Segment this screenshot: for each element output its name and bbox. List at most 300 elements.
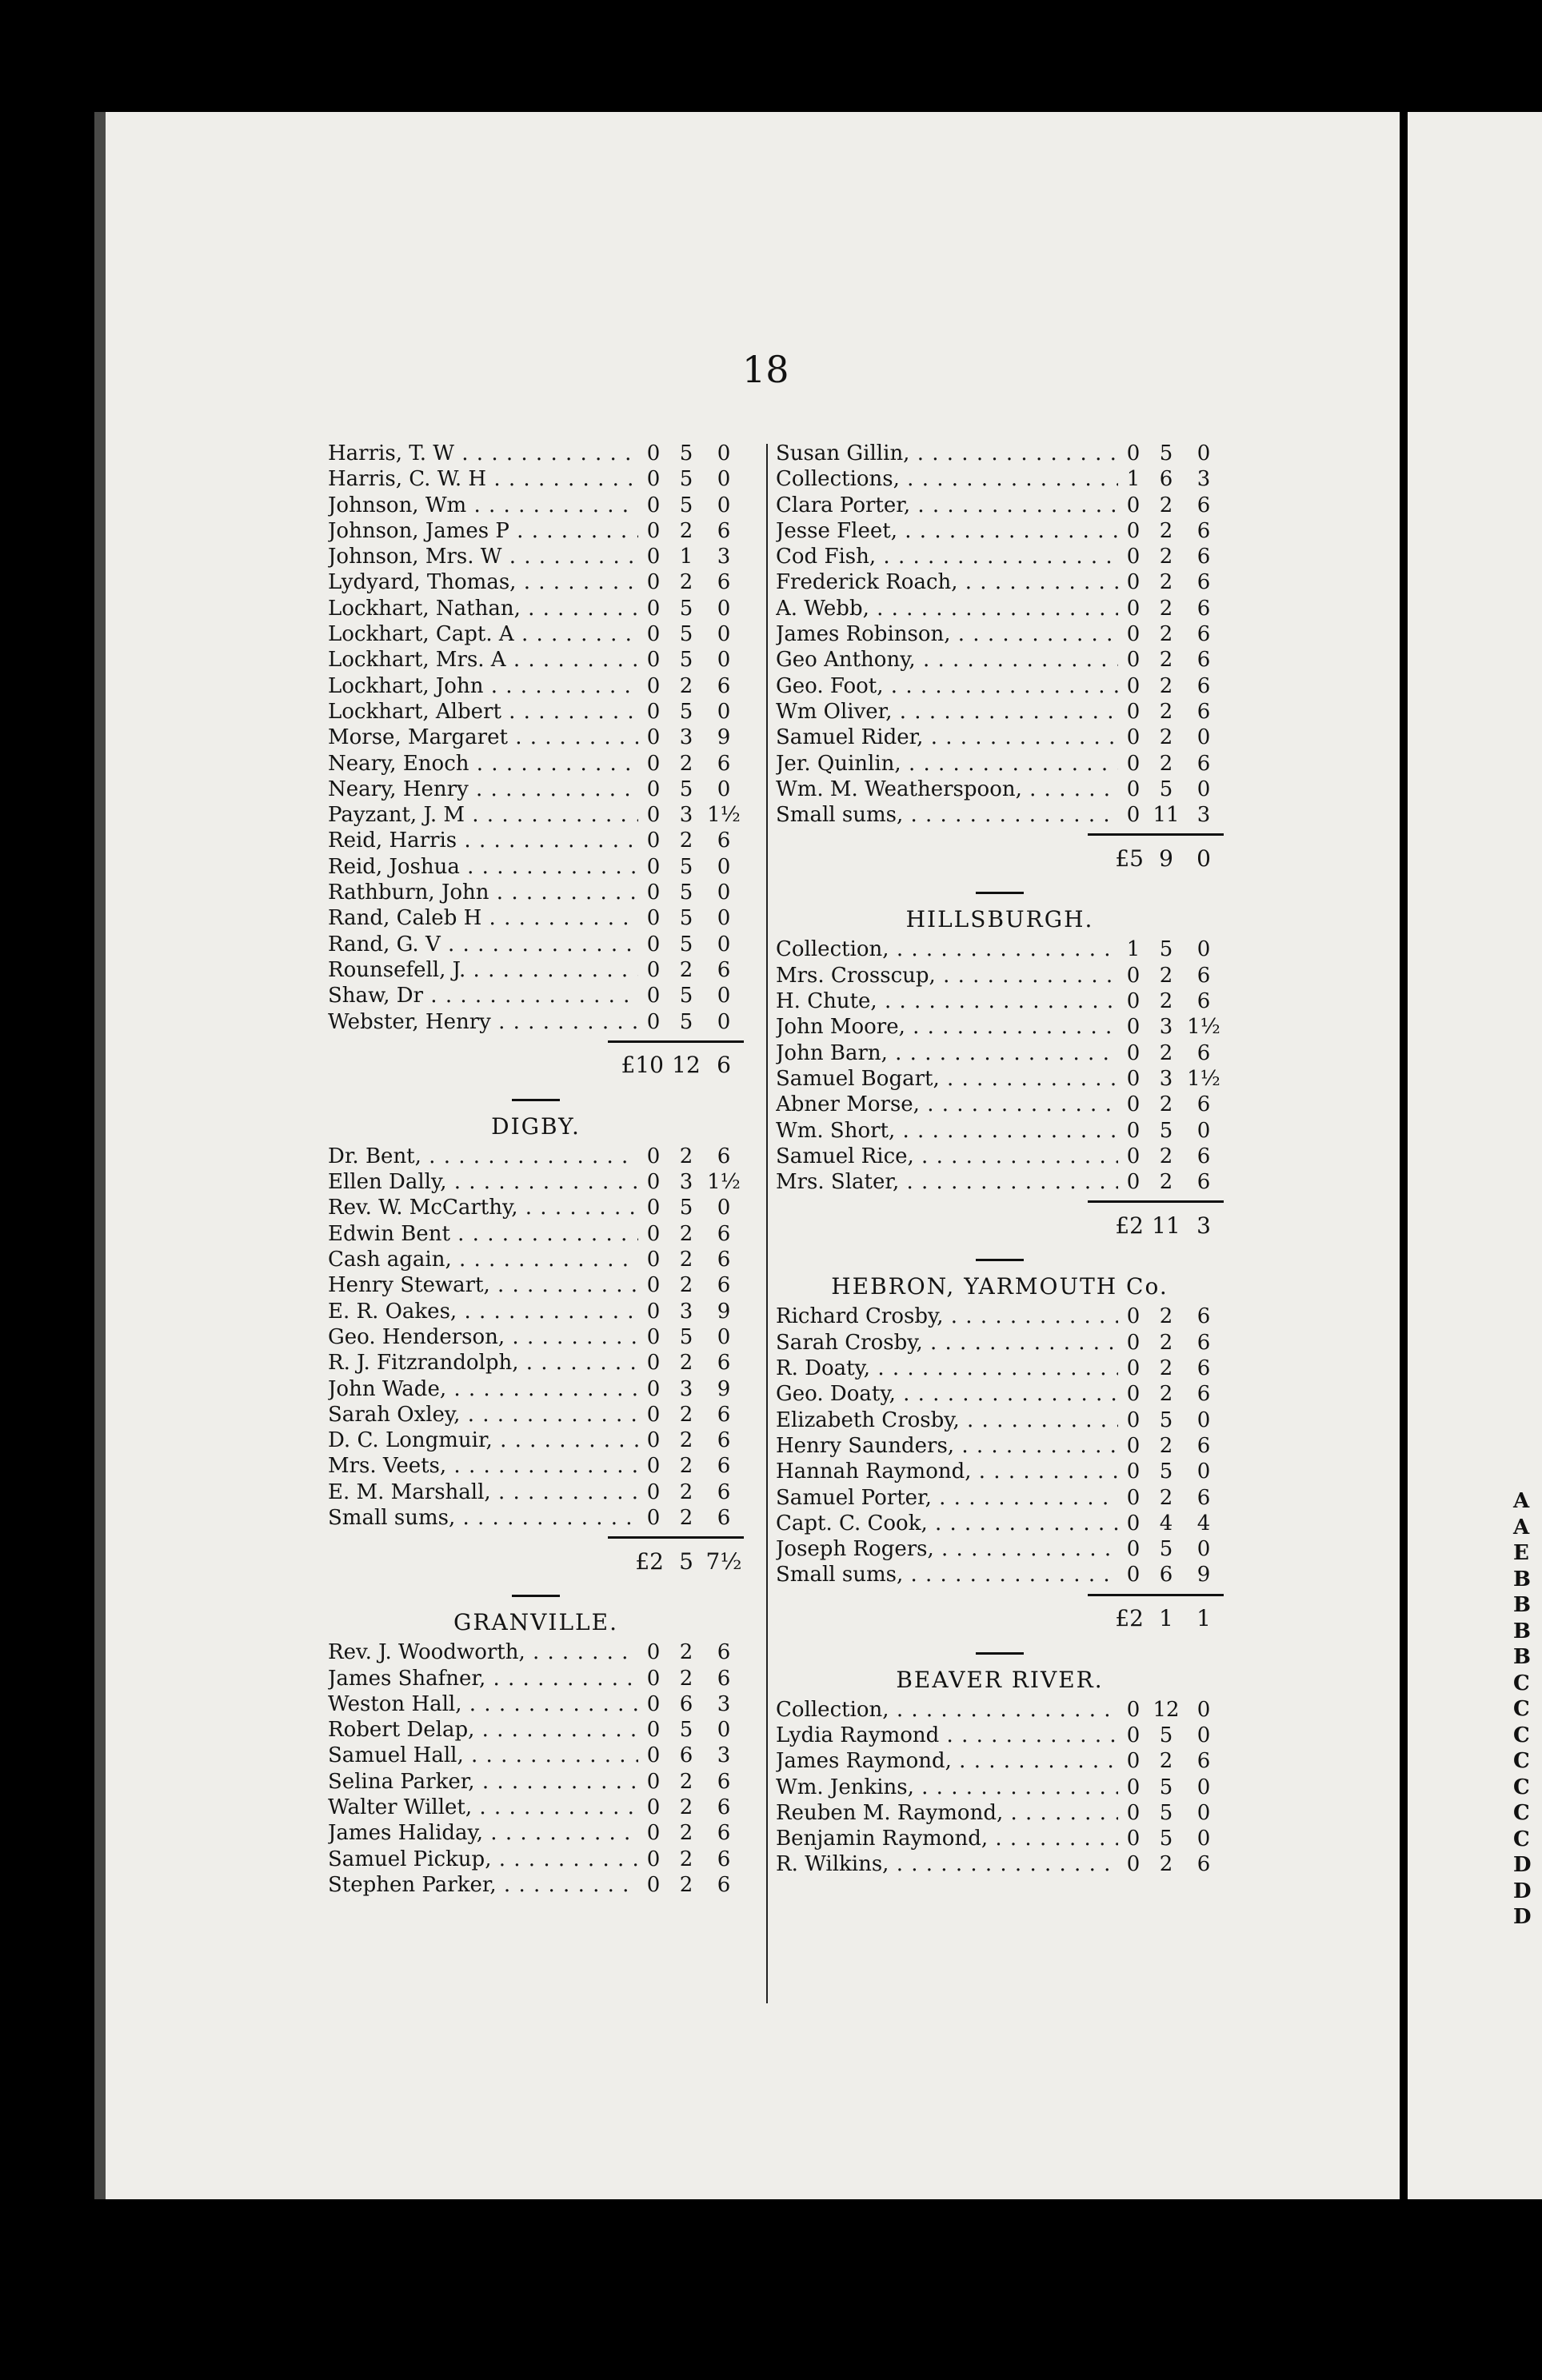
amount-pounds: 0 [646,1351,661,1376]
ledger-entry [328,1196,744,1221]
amount-shillings: 5 [1159,441,1173,465]
amount-shillings: 5 [1159,1723,1173,1747]
section-total [328,1046,744,1084]
subscriber-name: Weston Hall, . . . [328,1692,638,1716]
amount-pounds: 0 [646,1691,661,1716]
amount-shillings: 2 [1159,1304,1173,1329]
amount-shillings: 2 [1159,989,1173,1014]
amount-pence: 0 [1196,1827,1211,1851]
amount-pounds: 0 [1126,1749,1141,1774]
ledger-entry [328,881,744,906]
amount-pounds: 0 [646,622,661,647]
ledger-entry [776,1537,1224,1563]
subscriber-name: Samuel Hall, . . . [328,1743,638,1767]
amount-pence: 6 [717,1221,731,1246]
total-pence: 3 [1196,1212,1211,1239]
amount-pounds: 0 [1126,1511,1141,1535]
right-column [776,441,1224,1879]
amount-pence: 0 [717,984,731,1008]
strip-letter: E [1513,1541,1529,1565]
ledger-entry [328,467,744,493]
subscriber-name: Samuel Rider, . . . [776,725,1118,749]
amount-shillings: 2 [1159,545,1173,569]
ledger-entry [776,1775,1224,1801]
strip-letter: C [1513,1749,1530,1773]
amount-pence: 6 [717,1505,731,1530]
ledger-entry [776,622,1224,648]
ledger-entry [328,1010,744,1036]
amount-shillings: 2 [679,1273,693,1298]
amount-pounds: 0 [1126,1800,1141,1825]
amount-pence: 6 [1196,1330,1211,1355]
amount-shillings: 2 [1159,1382,1173,1407]
amount-shillings: 5 [1159,777,1173,801]
total-rule [608,1536,744,1539]
subscriber-name: Samuel Porter, . . . [776,1486,1118,1510]
amount-shillings: 2 [1159,673,1173,698]
amount-pounds: 0 [646,596,661,621]
amount-shillings: 2 [1159,1170,1173,1195]
amount-pounds: 0 [646,467,661,492]
amount-shillings: 6 [679,1691,693,1716]
amount-pounds: 0 [1126,1775,1141,1799]
section-total [776,1599,1224,1638]
amount-shillings: 6 [679,1743,693,1768]
amount-pounds: 0 [1126,1563,1141,1587]
amount-shillings: 2 [1159,751,1173,776]
amount-pence: 0 [717,699,731,724]
amount-pounds: 0 [646,1821,661,1846]
strip-letter: D [1513,1879,1532,1903]
amount-shillings: 2 [679,570,693,595]
amount-pounds: 0 [646,932,661,956]
amount-pence: 0 [1196,1697,1211,1722]
ledger-entry [328,1428,744,1454]
amount-pence: 0 [1196,1800,1211,1825]
subscriber-name: A. Webb, . . . [776,597,1118,621]
total-pence: 0 [1196,845,1211,872]
ledger-entry [328,1325,744,1351]
section-total [776,1206,1224,1244]
ledger-entry [328,1351,744,1376]
subscriber-name: Reid, Harris . . . [328,829,638,853]
amount-pounds: 0 [1126,1066,1141,1091]
subscriber-name: Jesse Fleet, . . . [776,519,1118,543]
ledger-entry [328,648,744,673]
ledger-entry [776,1827,1224,1852]
amount-pounds: 0 [1126,1170,1141,1195]
subscriber-name: Henry Stewart, . . . [328,1273,638,1297]
amount-shillings: 5 [679,493,693,517]
subscriber-name: D. C. Longmuir, . . . [328,1428,638,1452]
subscriber-name: James Shafner, . . . [328,1667,638,1691]
amount-pounds: 0 [646,1196,661,1220]
amount-pence: 4 [1196,1511,1211,1535]
amount-pounds: 0 [646,1847,661,1871]
ledger-entry [776,1331,1224,1356]
strip-letter: B [1513,1593,1531,1617]
amount-shillings: 2 [1159,725,1173,750]
amount-shillings: 5 [679,1718,693,1743]
ledger-entry [776,648,1224,673]
subscriber-name: Payzant, J. M . . . [328,803,638,827]
amount-pence: 6 [1196,1852,1211,1877]
ledger-entry [328,906,744,932]
amount-pence: 6 [717,1821,731,1846]
amount-shillings: 3 [679,1170,693,1195]
amount-pence: 6 [1196,1749,1211,1774]
amount-shillings: 4 [1159,1511,1173,1535]
amount-shillings: 2 [1159,1852,1173,1877]
ledger-entry [776,1723,1224,1749]
amount-pounds: 0 [1126,648,1141,673]
amount-pence: 0 [717,854,731,879]
amount-shillings: 3 [1159,1066,1173,1091]
subscriber-name: Dr. Bent, . . . [328,1144,638,1168]
amount-pence: 6 [717,1248,731,1272]
amount-pounds: 0 [646,829,661,853]
amount-shillings: 3 [679,1376,693,1401]
subscriber-name: Shaw, Dr . . . [328,984,638,1008]
subscriber-name: Edwin Bent . . . [328,1222,638,1246]
amount-pence: 9 [717,725,731,750]
ledger-entry [776,1304,1224,1330]
amount-shillings: 2 [1159,1040,1173,1065]
subscriber-name: Johnson, Wm . . . [328,493,638,517]
ledger-entry [776,1749,1224,1775]
amount-pence: 0 [717,441,731,465]
amount-pounds: 0 [646,1248,661,1272]
amount-shillings: 2 [1159,570,1173,595]
amount-pounds: 0 [1126,1040,1141,1065]
ledger-entry [328,1667,744,1692]
amount-pounds: 0 [646,1009,661,1034]
amount-pence: 6 [717,1640,731,1665]
ledger-entry [776,1356,1224,1382]
amount-shillings: 5 [679,622,693,647]
subscriber-name: Wm. M. Weatherspoon, . . . [776,777,1118,801]
strip-letter: B [1513,1645,1531,1669]
amount-pounds: 0 [646,1640,661,1665]
amount-shillings: 2 [679,1847,693,1871]
amount-shillings: 5 [679,441,693,465]
amount-shillings: 2 [679,518,693,543]
total-shillings: 11 [1152,1212,1180,1239]
ledger-entry [776,674,1224,700]
subscriber-name: Capt. C. Cook, . . . [776,1511,1118,1535]
amount-pence: 0 [1196,1118,1211,1143]
amount-pounds: 0 [1126,803,1141,828]
strip-letter: C [1513,1697,1530,1721]
amount-shillings: 2 [679,1821,693,1846]
amount-pence: 6 [1196,699,1211,724]
total-rule [1088,833,1224,836]
amount-pounds: 0 [1126,1408,1141,1432]
amount-pence: 0 [717,932,731,956]
amount-shillings: 5 [1159,1460,1173,1484]
amount-pence: 6 [717,518,731,543]
amount-shillings: 3 [1159,1015,1173,1040]
ledger-entry [776,725,1224,751]
amount-shillings: 2 [679,1872,693,1897]
amount-pence: 6 [1196,989,1211,1014]
amount-shillings: 2 [1159,963,1173,988]
subscriber-name: Rounsefell, J. . . . [328,958,638,982]
amount-pence: 1½ [1187,1015,1220,1040]
amount-pence: 6 [717,751,731,776]
amount-pounds: 0 [646,1376,661,1401]
amount-shillings: 2 [1159,699,1173,724]
amount-shillings: 2 [1159,622,1173,647]
amount-shillings: 5 [679,1324,693,1349]
amount-shillings: 2 [1159,648,1173,673]
ledger-entry [328,622,744,648]
subscriber-name: Abner Morse, . . . [776,1092,1118,1116]
total-shillings: 1 [1159,1605,1173,1632]
ledger-entry [776,1852,1224,1878]
amount-pence: 6 [1196,1304,1211,1329]
ledger-entry [776,1382,1224,1408]
amount-pence: 6 [717,1872,731,1897]
amount-shillings: 5 [679,1196,693,1220]
subscriber-name: Collections, . . . [776,467,1118,491]
amount-shillings: 2 [679,1505,693,1530]
subscriber-name: Frederick Roach, . . . [776,570,1118,594]
amount-pence: 0 [717,1324,731,1349]
amount-shillings: 2 [1159,1356,1173,1381]
amount-pounds: 0 [1126,1697,1141,1722]
ledger-entry [328,958,744,984]
amount-shillings: 2 [1159,1485,1173,1510]
ledger-entry [776,752,1224,777]
ledger-entry [776,570,1224,596]
amount-pounds: 0 [646,1769,661,1794]
amount-shillings: 2 [679,1221,693,1246]
amount-shillings: 3 [679,725,693,750]
amount-shillings: 5 [1159,1827,1173,1851]
subscriber-name: Morse, Margaret . . . [328,725,638,749]
ledger-entry [776,493,1224,519]
amount-pence: 6 [1196,1170,1211,1195]
amount-pounds: 0 [646,957,661,982]
amount-shillings: 2 [679,1428,693,1453]
subscriber-name: Wm. Short, . . . [776,1119,1118,1143]
amount-pence: 6 [1196,1485,1211,1510]
amount-pounds: 0 [1126,777,1141,801]
amount-shillings: 2 [679,1795,693,1820]
ledger-entry [776,803,1224,829]
amount-pence: 0 [1196,1537,1211,1562]
amount-pounds: 0 [646,570,661,595]
strip-letter: D [1513,1853,1532,1877]
ledger-entry [328,1770,744,1795]
amount-pence: 6 [717,673,731,698]
ledger-entry [776,597,1224,622]
amount-pence: 3 [1196,803,1211,828]
subscriber-name: Lydyard, Thomas, . . . [328,570,638,594]
strip-letter: A [1513,1489,1530,1513]
ledger-entry [776,1460,1224,1485]
subscriber-name: Robert Delap, . . . [328,1718,638,1742]
amount-shillings: 5 [679,699,693,724]
amount-pounds: 0 [646,1505,661,1530]
amount-pounds: 0 [1126,989,1141,1014]
ledger-entry [776,1092,1224,1118]
amount-pounds: 0 [646,441,661,465]
subscriber-name: Reuben M. Raymond, . . . [776,1801,1118,1825]
amount-pence: 0 [1196,1460,1211,1484]
subscriber-name: Sarah Crosby, . . . [776,1331,1118,1355]
subscriber-name: Small sums, . . . [328,1506,638,1530]
subscriber-name: Small sums, . . . [776,1563,1118,1587]
subscriber-name: Harris, T. W . . . [328,441,638,465]
amount-pence: 0 [1196,441,1211,465]
subscriber-name: Rand, G. V . . . [328,932,638,956]
amount-pounds: 0 [1126,1356,1141,1381]
amount-shillings: 5 [679,648,693,673]
amount-pence: 6 [1196,570,1211,595]
subscriber-name: Webster, Henry . . . [328,1010,638,1034]
subscriber-name: James Raymond, . . . [776,1749,1118,1773]
section-heading: DIGBY. [491,1112,581,1140]
amount-pounds: 0 [1126,1382,1141,1407]
total-pounds: £2 [1115,1212,1144,1239]
amount-pence: 6 [1196,545,1211,569]
section-heading: GRANVILLE. [453,1609,618,1636]
amount-pounds: 0 [1126,1144,1141,1168]
amount-shillings: 2 [679,829,693,853]
subscriber-name: R. Doaty, . . . [776,1356,1118,1380]
amount-pence: 6 [1196,1356,1211,1381]
ledger-entry [776,545,1224,570]
subscriber-name: Hannah Raymond, . . . [776,1460,1118,1484]
amount-pounds: 0 [1126,518,1141,543]
ledger-entry [776,1801,1224,1827]
ledger-entry [328,545,744,570]
amount-pence: 6 [1196,1382,1211,1407]
subscriber-name: Geo. Doaty, . . . [776,1382,1118,1406]
ledger-entry [776,1041,1224,1067]
amount-pence: 0 [717,648,731,673]
total-pence: 6 [717,1052,731,1079]
amount-pounds: 0 [1126,1723,1141,1747]
amount-pence: 3 [1196,467,1211,492]
amount-pounds: 0 [646,1273,661,1298]
amount-shillings: 5 [1159,1118,1173,1143]
amount-shillings: 2 [679,1480,693,1504]
amount-shillings: 3 [679,1299,693,1324]
ledger-entry [776,1563,1224,1588]
section-dash [512,1099,560,1101]
total-rule [1088,1594,1224,1596]
amount-shillings: 2 [1159,1092,1173,1117]
subscriber-name: Geo. Foot, . . . [776,674,1118,698]
subscriber-name: E. M. Marshall, . . . [328,1480,638,1504]
ledger-entry [328,1273,744,1299]
amount-pence: 0 [1196,725,1211,750]
amount-pence: 6 [717,957,731,982]
subscriber-name: Selina Parker, . . . [328,1770,638,1794]
amount-shillings: 1 [679,545,693,569]
subscriber-name: R. Wilkins, . . . [776,1852,1118,1876]
subscriber-name: Collection, . . . [776,937,1118,961]
ledger-entry [328,1170,744,1196]
amount-pounds: 0 [1126,1433,1141,1458]
subscriber-name: Small sums, . . . [776,803,1118,827]
amount-pence: 1½ [707,803,741,828]
amount-pence: 0 [1196,1775,1211,1799]
amount-pence: 6 [1196,1433,1211,1458]
subscriber-name: Lydia Raymond . . . [776,1723,1118,1747]
strip-letter: D [1513,1905,1532,1929]
ledger-entry [328,829,744,854]
amount-pence: 0 [717,1196,731,1220]
amount-shillings: 2 [679,673,693,698]
amount-pounds: 0 [646,699,661,724]
amount-pounds: 0 [1126,1118,1141,1143]
subscriber-name: Richard Crosby, . . . [776,1304,1118,1328]
ledger-entry [328,1248,744,1273]
amount-pounds: 0 [646,854,661,879]
subscriber-name: Reid, Joshua . . . [328,855,638,879]
section-heading: HEBRON, YARMOUTH Co. [831,1273,1168,1300]
ledger-entry [328,1300,744,1325]
amount-shillings: 2 [679,1640,693,1665]
subscriber-name: Samuel Bogart, . . . [776,1067,1118,1091]
amount-pence: 6 [1196,596,1211,621]
ledger-entry [328,700,744,725]
ledger-entry [776,1408,1224,1434]
subscriber-name: Wm Oliver, . . . [776,700,1118,724]
amount-shillings: 5 [679,984,693,1008]
subscriber-name: Geo Anthony, . . . [776,648,1118,672]
amount-pence: 6 [717,1847,731,1871]
subscriber-name: John Barn, . . . [776,1041,1118,1065]
subscriber-name: Johnson, James P . . . [328,519,638,543]
amount-pounds: 0 [1126,622,1141,647]
amount-pounds: 0 [1126,441,1141,465]
amount-pence: 0 [717,493,731,517]
amount-pence: 6 [1196,1092,1211,1117]
ledger-entry [328,519,744,545]
subscriber-name: Susan Gillin, . . . [776,441,1118,465]
amount-shillings: 5 [679,596,693,621]
ledger-entry [328,1640,744,1666]
amount-shillings: 2 [1159,493,1173,517]
amount-pounds: 0 [646,984,661,1008]
amount-shillings: 5 [1159,1537,1173,1562]
subscriber-name: Rev. J. Woodworth, . . . [328,1640,638,1664]
subscriber-name: James Robinson, . . . [776,622,1118,646]
subscriber-name: Ellen Dally, . . . [328,1170,638,1194]
ledger-entry [328,1718,744,1743]
ledger-entry [328,855,744,881]
ledger-entry [328,803,744,829]
ledger-entry [776,937,1224,963]
amount-pence: 6 [717,1480,731,1504]
amount-pence: 6 [717,1351,731,1376]
subscriber-name: James Haliday, . . . [328,1821,638,1845]
amount-pounds: 0 [646,1299,661,1324]
amount-pounds: 0 [1126,596,1141,621]
amount-pence: 0 [717,777,731,801]
amount-shillings: 2 [1159,596,1173,621]
amount-shillings: 3 [679,803,693,828]
amount-shillings: 2 [679,1144,693,1168]
subscriber-name: Lockhart, John . . . [328,674,638,698]
ledger-entry [328,1377,744,1403]
ledger-entry [328,1454,744,1480]
